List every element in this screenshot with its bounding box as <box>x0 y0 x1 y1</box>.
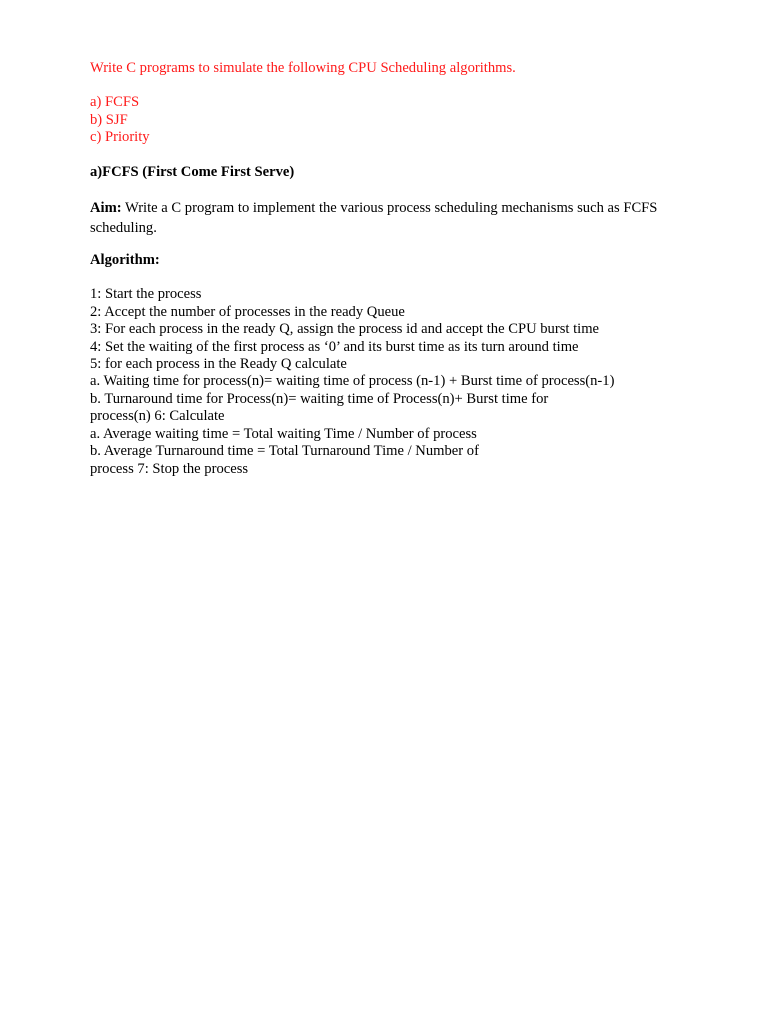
step-line: a. Average waiting time = Total waiting Time / Number of process <box>90 425 477 442</box>
step-line: b. Average Turnaround time = Total Turnaround Time / Number of <box>90 443 479 460</box>
algorithm-heading: Algorithm: <box>90 252 160 269</box>
step-line: 1: Start the process <box>90 286 202 303</box>
option-fcfs: a) FCFS <box>90 94 140 111</box>
step-line: 4: Set the waiting of the first process as ‘0’ and its burst time as its turn around time <box>90 338 579 355</box>
step-line: process 7: Stop the process <box>90 460 249 477</box>
aim-text: Write a C program to implement the various process scheduling mechanisms such as FCFS scheduling. <box>90 200 658 237</box>
aim-label: Aim: <box>90 200 122 217</box>
document-content <box>90 60 700 478</box>
step-line: a. Waiting time for process(n)= waiting time of process (n-1) + Burst time of process(n-1) <box>90 373 615 390</box>
section-heading: a)FCFS (First Come First Serve) <box>90 163 295 180</box>
step-line: process(n) 6: Calculate <box>90 408 225 425</box>
step-line: 5: for each process in the Ready Q calculate <box>90 356 347 373</box>
intro-text: Write C programs to simulate the following CPU Scheduling algorithms. <box>90 60 516 76</box>
algorithm-steps <box>90 286 700 477</box>
algorithm-options-list <box>90 94 700 146</box>
step-line: b. Turnaround time for Process(n)= waiting time of Process(n)+ Burst time for <box>90 390 549 407</box>
option-sjf: b) SJF <box>90 111 128 128</box>
step-line: 3: For each process in the ready Q, assign the process id and accept the CPU burst time <box>90 321 600 338</box>
step-line: 2: Accept the number of processes in the ready Queue <box>90 303 405 320</box>
option-priority: c) Priority <box>90 129 150 146</box>
aim-paragraph <box>90 198 690 238</box>
